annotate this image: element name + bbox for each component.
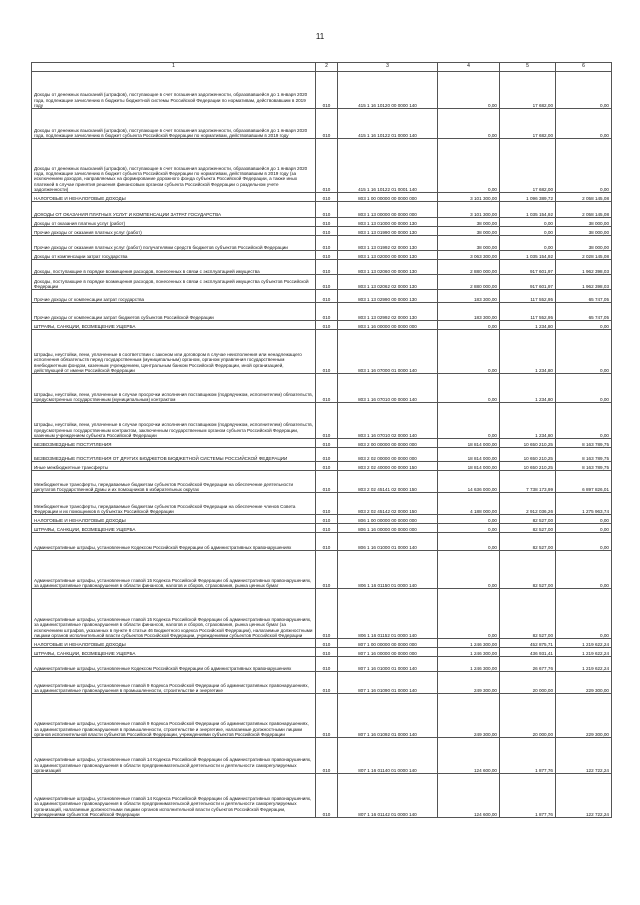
cell-exec: 0,00 xyxy=(500,218,556,227)
cell-rest: 0,00 xyxy=(556,321,612,330)
cell-name: НАЛОГОВЫЕ И НЕНАЛОГОВЫЕ ДОХОДЫ xyxy=(32,193,316,202)
table-row xyxy=(32,275,612,290)
cell-name: Административные штрафы, установленные главой 9 Кодекса Российской Федерации об административных правонарушениях, за административные правонарушения в промышленности, строительстве и энергетике xyxy=(32,672,316,694)
cell-plan: 3 101 300,00 xyxy=(438,202,500,218)
cell-rest: 8 163 789,75 xyxy=(556,462,612,471)
cell-rest: 2 058 145,08 xyxy=(556,202,612,218)
cell-rest: 0,00 xyxy=(556,374,612,403)
cell-plan: 183 300,00 xyxy=(438,303,500,321)
cell-code: 010 xyxy=(316,303,338,321)
column-header: 4 xyxy=(438,63,500,72)
cell-rest: 2 058 145,08 xyxy=(556,193,612,202)
table-row xyxy=(32,694,612,738)
cell-kbk: 803 1 13 02990 00 0000 130 xyxy=(338,290,438,303)
cell-kbk: 803 1 13 01000 00 0000 130 xyxy=(338,218,438,227)
cell-exec: 917 601,97 xyxy=(500,275,556,290)
cell-code: 010 xyxy=(316,524,338,533)
cell-plan: 1 246 300,00 xyxy=(438,648,500,657)
cell-name: БЕЗВОЗМЕЗДНЫЕ ПОСТУПЛЕНИЯ ОТ ДРУГИХ БЮДЖЕТОВ БЮДЖЕТНОЙ СИСТЕМЫ РОССИЙСКОЙ ФЕДЕРАЦИИ xyxy=(32,448,316,462)
cell-exec: 82 527,00 xyxy=(500,533,556,551)
cell-rest: 122 722,24 xyxy=(556,738,612,774)
column-header: 3 xyxy=(338,63,438,72)
cell-name: Прочие доходы от оказания платных услуг (работ) xyxy=(32,227,316,236)
cell-rest: 0,00 xyxy=(556,72,612,109)
table-header-row xyxy=(32,63,612,72)
cell-code: 010 xyxy=(316,639,338,648)
table-row xyxy=(32,471,612,493)
cell-kbk: 803 2 02 00000 00 0000 000 xyxy=(338,448,438,462)
cell-name: Штрафы, неустойки, пени, уплаченные в случае просрочки исполнения поставщиком (подрядчиком, исполнителем) обязательств, предусмотренных государственным (муниципальным) контрактом xyxy=(32,374,316,403)
cell-code: 010 xyxy=(316,202,338,218)
cell-kbk: 803 2 02 40000 00 0000 150 xyxy=(338,462,438,471)
cell-name: Административные штрафы, установленные главой 9 Кодекса Российской Федерации об административных правонарушениях, за административные правонарушения в промышленности, строительстве и энергетике, налагаемые должностными лицами органов исполнительной власти субъектов Российской Федерации, учреждениями субъектов Российской Федерации xyxy=(32,694,316,738)
cell-plan: 249 300,00 xyxy=(438,694,500,738)
cell-exec: 7 738 173,99 xyxy=(500,471,556,493)
cell-plan: 0,00 xyxy=(438,139,500,193)
cell-plan: 0,00 xyxy=(438,330,500,374)
cell-exec: 1 035 154,92 xyxy=(500,251,556,260)
cell-exec: 2 912 036,26 xyxy=(500,493,556,515)
table-row xyxy=(32,589,612,639)
cell-kbk: 803 2 02 45142 02 0000 150 xyxy=(338,493,438,515)
cell-code: 010 xyxy=(316,374,338,403)
cell-exec: 0,00 xyxy=(500,236,556,251)
table-row xyxy=(32,303,612,321)
cell-code: 010 xyxy=(316,193,338,202)
cell-plan: 0,00 xyxy=(438,524,500,533)
cell-kbk: 807 1 16 01092 01 0000 140 xyxy=(338,694,438,738)
table-row xyxy=(32,439,612,448)
cell-plan: 0,00 xyxy=(438,589,500,639)
cell-plan: 1 246 300,00 xyxy=(438,657,500,672)
cell-code: 010 xyxy=(316,672,338,694)
cell-kbk: 806 1 16 01000 01 0000 140 xyxy=(338,533,438,551)
cell-plan: 183 300,00 xyxy=(438,290,500,303)
cell-code: 010 xyxy=(316,330,338,374)
cell-exec: 436 931,41 xyxy=(500,648,556,657)
cell-name: ШТРАФЫ, САНКЦИИ, ВОЗМЕЩЕНИЕ УЩЕРБА xyxy=(32,648,316,657)
cell-name: Доходы от компенсации затрат государства xyxy=(32,251,316,260)
cell-code: 010 xyxy=(316,515,338,524)
cell-name: Административные штрафы, установленные главой 14 Кодекса Российской Федерации об административных правонарушениях, за административные правонарушения в области предпринимательской деятельности и деятельности саморегулируемых организаций, налагаемые должностными лицами органов исполнительной власти субъектов Российской Федерации, учреждениями субъектов Российской Федерации xyxy=(32,774,316,818)
cell-kbk: 803 1 13 00000 00 0000 000 xyxy=(338,202,438,218)
cell-name: Административные штрафы, установленные Кодексом Российской Федерации об административных правонарушениях xyxy=(32,657,316,672)
cell-code: 010 xyxy=(316,551,338,589)
cell-kbk: 803 1 16 07000 01 0000 140 xyxy=(338,330,438,374)
column-header: 2 xyxy=(316,63,338,72)
cell-kbk: 803 2 00 00000 00 0000 000 xyxy=(338,439,438,448)
cell-name: Прочие доходы от оказания платных услуг (работ) получателями средств бюджетов субъектов Российской Федерации xyxy=(32,236,316,251)
cell-kbk: 803 1 16 07010 02 0000 140 xyxy=(338,403,438,439)
cell-kbk: 806 1 16 00000 00 0000 000 xyxy=(338,524,438,533)
cell-rest: 122 722,24 xyxy=(556,774,612,818)
cell-name: ДОХОДЫ ОТ ОКАЗАНИЯ ПЛАТНЫХ УСЛУГ И КОМПЕНСАЦИИ ЗАТРАТ ГОСУДАРСТВА xyxy=(32,202,316,218)
cell-plan: 0,00 xyxy=(438,403,500,439)
cell-exec: 20 000,00 xyxy=(500,694,556,738)
cell-exec: 10 650 210,25 xyxy=(500,448,556,462)
cell-kbk: 803 2 02 45141 02 0000 150 xyxy=(338,471,438,493)
cell-name: Межбюджетные трансферты, передаваемые бюджетам субъектов Российской Федерации на обеспечение членов Совета Федерации и их помощников в субъектах Российской Федерации xyxy=(32,493,316,515)
cell-code: 010 xyxy=(316,236,338,251)
cell-code: 010 xyxy=(316,589,338,639)
cell-kbk: 803 1 13 02062 02 0000 130 xyxy=(338,275,438,290)
cell-name: Административные штрафы, установленные главой 15 Кодекса Российской Федерации об административных правонарушениях, за административные правонарушения в области финансов, налогов и сборов, страхования, рынка ценных бумаг (за исключением штрафов, указанных в пункте 6 статьи 46 Бюджетного кодекса Российской Федерации), налагаемые должностными лицами органов исполнительной власти субъектов Российской Федерации, учреждениями субъектов Российской Федерации xyxy=(32,589,316,639)
cell-name: Административные штрафы, установленные главой 14 Кодекса Российской Федерации об административных правонарушениях, за административные правонарушения в области предпринимательской деятельности и деятельности саморегулируемых организаций xyxy=(32,738,316,774)
cell-kbk: 803 1 13 01990 00 0000 130 xyxy=(338,227,438,236)
cell-code: 010 xyxy=(316,471,338,493)
cell-rest: 1 219 622,24 xyxy=(556,648,612,657)
table-row xyxy=(32,774,612,818)
cell-exec: 117 552,95 xyxy=(500,303,556,321)
cell-rest: 0,00 xyxy=(556,524,612,533)
cell-exec: 20 000,00 xyxy=(500,672,556,694)
cell-name: Штрафы, неустойки, пени, уплаченные в соответствии с законом или договором в случае неисполнения или ненадлежащего исполнения обязательств перед государственным (муниципальным) органом, органом управления государственным внебюджетным фондом, казенным учреждением, Центральным банком Российской Федерации, иной организацией, действующей от имени Российской Федерации xyxy=(32,330,316,374)
cell-name: Прочие доходы от компенсации затрат бюджетов субъектов Российской Федерации xyxy=(32,303,316,321)
cell-kbk: 806 1 00 00000 00 0000 000 xyxy=(338,515,438,524)
cell-kbk: 803 1 16 07010 00 0000 140 xyxy=(338,374,438,403)
cell-kbk: 803 1 13 02992 02 0000 130 xyxy=(338,303,438,321)
cell-exec: 10 650 210,25 xyxy=(500,462,556,471)
cell-kbk: 807 1 16 01140 01 0000 140 xyxy=(338,738,438,774)
cell-rest: 8 163 789,75 xyxy=(556,448,612,462)
cell-name: Доходы, поступающие в порядке возмещения расходов, понесенных в связи с эксплуатацией имущества xyxy=(32,260,316,275)
cell-rest: 0,00 xyxy=(556,109,612,139)
table-row xyxy=(32,218,612,227)
cell-kbk: 806 1 16 01152 01 0000 140 xyxy=(338,589,438,639)
cell-plan: 14 636 000,00 xyxy=(438,471,500,493)
cell-plan: 18 814 000,00 xyxy=(438,448,500,462)
cell-code: 010 xyxy=(316,439,338,448)
cell-exec: 452 875,71 xyxy=(500,639,556,648)
cell-rest: 0,00 xyxy=(556,403,612,439)
cell-plan: 2 880 000,00 xyxy=(438,275,500,290)
cell-plan: 0,00 xyxy=(438,109,500,139)
table-row xyxy=(32,462,612,471)
cell-kbk: 807 1 16 01090 01 0000 140 xyxy=(338,672,438,694)
cell-exec: 17 682,00 xyxy=(500,139,556,193)
cell-code: 010 xyxy=(316,462,338,471)
cell-rest: 65 747,05 xyxy=(556,290,612,303)
cell-name: Доходы от оказания платных услуг (работ) xyxy=(32,218,316,227)
cell-code: 010 xyxy=(316,321,338,330)
cell-exec: 917 601,97 xyxy=(500,260,556,275)
cell-plan: 0,00 xyxy=(438,72,500,109)
cell-exec: 1 035 154,92 xyxy=(500,202,556,218)
cell-plan: 0,00 xyxy=(438,515,500,524)
table-row xyxy=(32,290,612,303)
revenue-table xyxy=(31,62,612,818)
cell-code: 010 xyxy=(316,448,338,462)
cell-rest: 38 000,00 xyxy=(556,236,612,251)
cell-exec: 1 877,76 xyxy=(500,738,556,774)
table-row xyxy=(32,374,612,403)
cell-rest: 229 300,00 xyxy=(556,694,612,738)
cell-exec: 1 877,76 xyxy=(500,774,556,818)
cell-exec: 10 650 210,25 xyxy=(500,439,556,448)
cell-exec: 17 682,00 xyxy=(500,72,556,109)
cell-name: Штрафы, неустойки, пени, уплаченные в случае просрочки исполнения поставщиком (подрядчиком, исполнителем) обязательств, предусмотренных государственным контрактом, заключенным государственным органом субъекта Российской Федерации, казенным учреждением субъекта Российской Федерации xyxy=(32,403,316,439)
cell-code: 010 xyxy=(316,403,338,439)
cell-rest: 38 000,00 xyxy=(556,218,612,227)
cell-exec: 1 234,80 xyxy=(500,374,556,403)
cell-code: 010 xyxy=(316,109,338,139)
table-row xyxy=(32,321,612,330)
cell-rest: 0,00 xyxy=(556,533,612,551)
table-row xyxy=(32,738,612,774)
cell-name: ШТРАФЫ, САНКЦИИ, ВОЗМЕЩЕНИЕ УЩЕРБА xyxy=(32,321,316,330)
cell-exec: 26 677,76 xyxy=(500,657,556,672)
cell-name: Административные штрафы, установленные главой 15 Кодекса Российской Федерации об административных правонарушениях, за административные правонарушения в области финансов, налогов и сборов, страхования, рынка ценных бумаг xyxy=(32,551,316,589)
cell-code: 010 xyxy=(316,694,338,738)
cell-rest: 0,00 xyxy=(556,139,612,193)
cell-plan: 2 880 000,00 xyxy=(438,260,500,275)
cell-rest: 38 000,00 xyxy=(556,227,612,236)
cell-rest: 1 962 398,03 xyxy=(556,275,612,290)
cell-plan: 249 300,00 xyxy=(438,672,500,694)
cell-rest: 1 219 622,24 xyxy=(556,639,612,648)
cell-kbk: 807 1 16 00000 00 0000 000 xyxy=(338,648,438,657)
cell-name: БЕЗВОЗМЕЗДНЫЕ ПОСТУПЛЕНИЯ xyxy=(32,439,316,448)
cell-name: Доходы от денежных взысканий (штрафов), поступающие в счет погашения задолженности, образовавшейся до 1 января 2020 года, подлежащие зачислению в бюджеты бюджетной системы Российской Федерации по нормативам, действовавшим в 2019 году xyxy=(32,72,316,109)
table-row xyxy=(32,193,612,202)
cell-code: 010 xyxy=(316,290,338,303)
cell-code: 010 xyxy=(316,774,338,818)
table-row xyxy=(32,139,612,193)
cell-rest: 65 747,05 xyxy=(556,303,612,321)
cell-plan: 38 000,00 xyxy=(438,218,500,227)
cell-exec: 117 552,95 xyxy=(500,290,556,303)
cell-kbk: 807 1 00 00000 00 0000 000 xyxy=(338,639,438,648)
cell-name: Межбюджетные трансферты, передаваемые бюджетам субъектов Российской Федерации на обеспечение деятельности депутатов Государственной Думы и их помощников в избирательных округах xyxy=(32,471,316,493)
cell-name: Доходы, поступающие в порядке возмещения расходов, понесенных в связи с эксплуатацией имущества субъектов Российской Федерации xyxy=(32,275,316,290)
cell-kbk: 803 1 13 02060 00 0000 130 xyxy=(338,260,438,275)
cell-kbk: 807 1 16 01142 01 0000 140 xyxy=(338,774,438,818)
cell-plan: 18 814 000,00 xyxy=(438,462,500,471)
cell-code: 010 xyxy=(316,493,338,515)
table-row xyxy=(32,202,612,218)
cell-code: 010 xyxy=(316,218,338,227)
cell-kbk: 803 1 13 02000 00 0000 130 xyxy=(338,251,438,260)
cell-plan: 3 101 300,00 xyxy=(438,193,500,202)
cell-plan: 3 063 300,00 xyxy=(438,251,500,260)
table-row xyxy=(32,551,612,589)
table-row xyxy=(32,657,612,672)
cell-exec: 17 682,00 xyxy=(500,109,556,139)
table-row xyxy=(32,672,612,694)
cell-rest: 2 028 145,08 xyxy=(556,251,612,260)
cell-exec: 0,00 xyxy=(500,227,556,236)
cell-code: 010 xyxy=(316,260,338,275)
cell-plan: 124 600,00 xyxy=(438,774,500,818)
table-row xyxy=(32,72,612,109)
cell-kbk: 415 1 16 10120 00 0000 140 xyxy=(338,72,438,109)
cell-code: 010 xyxy=(316,227,338,236)
cell-code: 010 xyxy=(316,648,338,657)
cell-code: 010 xyxy=(316,72,338,109)
cell-plan: 0,00 xyxy=(438,551,500,589)
cell-name: Прочие доходы от компенсации затрат государства xyxy=(32,290,316,303)
cell-exec: 82 527,00 xyxy=(500,551,556,589)
cell-exec: 82 527,00 xyxy=(500,515,556,524)
table-row xyxy=(32,251,612,260)
column-header: 6 xyxy=(556,63,612,72)
cell-exec: 1 234,80 xyxy=(500,321,556,330)
cell-kbk: 806 1 16 01150 01 0000 140 xyxy=(338,551,438,589)
table-row xyxy=(32,236,612,251)
cell-exec: 1 234,80 xyxy=(500,330,556,374)
cell-plan: 0,00 xyxy=(438,374,500,403)
cell-name: НАЛОГОВЫЕ И НЕНАЛОГОВЫЕ ДОХОДЫ xyxy=(32,515,316,524)
cell-plan: 4 188 000,00 xyxy=(438,493,500,515)
table-row xyxy=(32,227,612,236)
table-row xyxy=(32,260,612,275)
cell-rest: 1 219 622,24 xyxy=(556,657,612,672)
table-row xyxy=(32,330,612,374)
cell-rest: 6 897 826,01 xyxy=(556,471,612,493)
cell-code: 010 xyxy=(316,738,338,774)
cell-rest: 0,00 xyxy=(556,589,612,639)
table-row xyxy=(32,648,612,657)
table-row xyxy=(32,493,612,515)
cell-exec: 1 096 389,72 xyxy=(500,193,556,202)
cell-kbk: 803 1 13 01992 02 0000 130 xyxy=(338,236,438,251)
cell-rest: 0,00 xyxy=(556,551,612,589)
cell-name: НАЛОГОВЫЕ И НЕНАЛОГОВЫЕ ДОХОДЫ xyxy=(32,639,316,648)
cell-code: 010 xyxy=(316,251,338,260)
cell-plan: 0,00 xyxy=(438,533,500,551)
cell-code: 010 xyxy=(316,139,338,193)
cell-code: 010 xyxy=(316,657,338,672)
cell-kbk: 415 1 16 10122 01 0001 140 xyxy=(338,139,438,193)
cell-rest: 0,00 xyxy=(556,330,612,374)
cell-code: 010 xyxy=(316,533,338,551)
table-row xyxy=(32,403,612,439)
cell-rest: 0,00 xyxy=(556,515,612,524)
cell-kbk: 803 1 00 00000 00 0000 000 xyxy=(338,193,438,202)
cell-exec: 1 234,80 xyxy=(500,403,556,439)
cell-name: Доходы от денежных взысканий (штрафов), поступающие в счет погашения задолженности, образовавшейся до 1 января 2020 года, подлежащие зачислению в бюджет субъекта Российской Федерации по нормативам, действовавшим в 2019 году (за исключением доходов, направляемых на формирование дорожного фонда субъекта Российской Федерации, а также иных платежей в случае принятия решения финансовым органом субъекта Российской Федерации о раздельном учете задолженности) xyxy=(32,139,316,193)
cell-code: 010 xyxy=(316,275,338,290)
table-row xyxy=(32,639,612,648)
table-row xyxy=(32,448,612,462)
cell-plan: 124 600,00 xyxy=(438,738,500,774)
table-row xyxy=(32,533,612,551)
table-row xyxy=(32,524,612,533)
cell-rest: 8 163 789,75 xyxy=(556,439,612,448)
cell-name: Административные штрафы, установленные Кодексом Российской Федерации об административных правонарушениях xyxy=(32,533,316,551)
cell-rest: 1 275 963,74 xyxy=(556,493,612,515)
cell-plan: 0,00 xyxy=(438,321,500,330)
cell-name: Доходы от денежных взысканий (штрафов), поступающие в счет погашения задолженности, образовавшейся до 1 января 2020 года, подлежащие зачислению в бюджет субъекта Российской Федерации по нормативам, действовавшим в 2019 году xyxy=(32,109,316,139)
cell-name: Иные межбюджетные трансферты xyxy=(32,462,316,471)
column-header: 1 xyxy=(32,63,316,72)
table-row xyxy=(32,515,612,524)
cell-kbk: 807 1 16 01000 01 0000 140 xyxy=(338,657,438,672)
cell-name: ШТРАФЫ, САНКЦИИ, ВОЗМЕЩЕНИЕ УЩЕРБА xyxy=(32,524,316,533)
cell-exec: 82 527,00 xyxy=(500,524,556,533)
cell-kbk: 803 1 16 00000 00 0000 000 xyxy=(338,321,438,330)
cell-plan: 1 246 300,00 xyxy=(438,639,500,648)
page-number: 11 xyxy=(315,32,325,41)
table-row xyxy=(32,109,612,139)
cell-rest: 229 300,00 xyxy=(556,672,612,694)
cell-rest: 1 962 398,03 xyxy=(556,260,612,275)
cell-plan: 18 814 000,00 xyxy=(438,439,500,448)
cell-plan: 38 000,00 xyxy=(438,236,500,251)
cell-exec: 82 527,00 xyxy=(500,589,556,639)
cell-plan: 38 000,00 xyxy=(438,227,500,236)
cell-kbk: 415 1 16 10122 01 0000 140 xyxy=(338,109,438,139)
column-header: 5 xyxy=(500,63,556,72)
